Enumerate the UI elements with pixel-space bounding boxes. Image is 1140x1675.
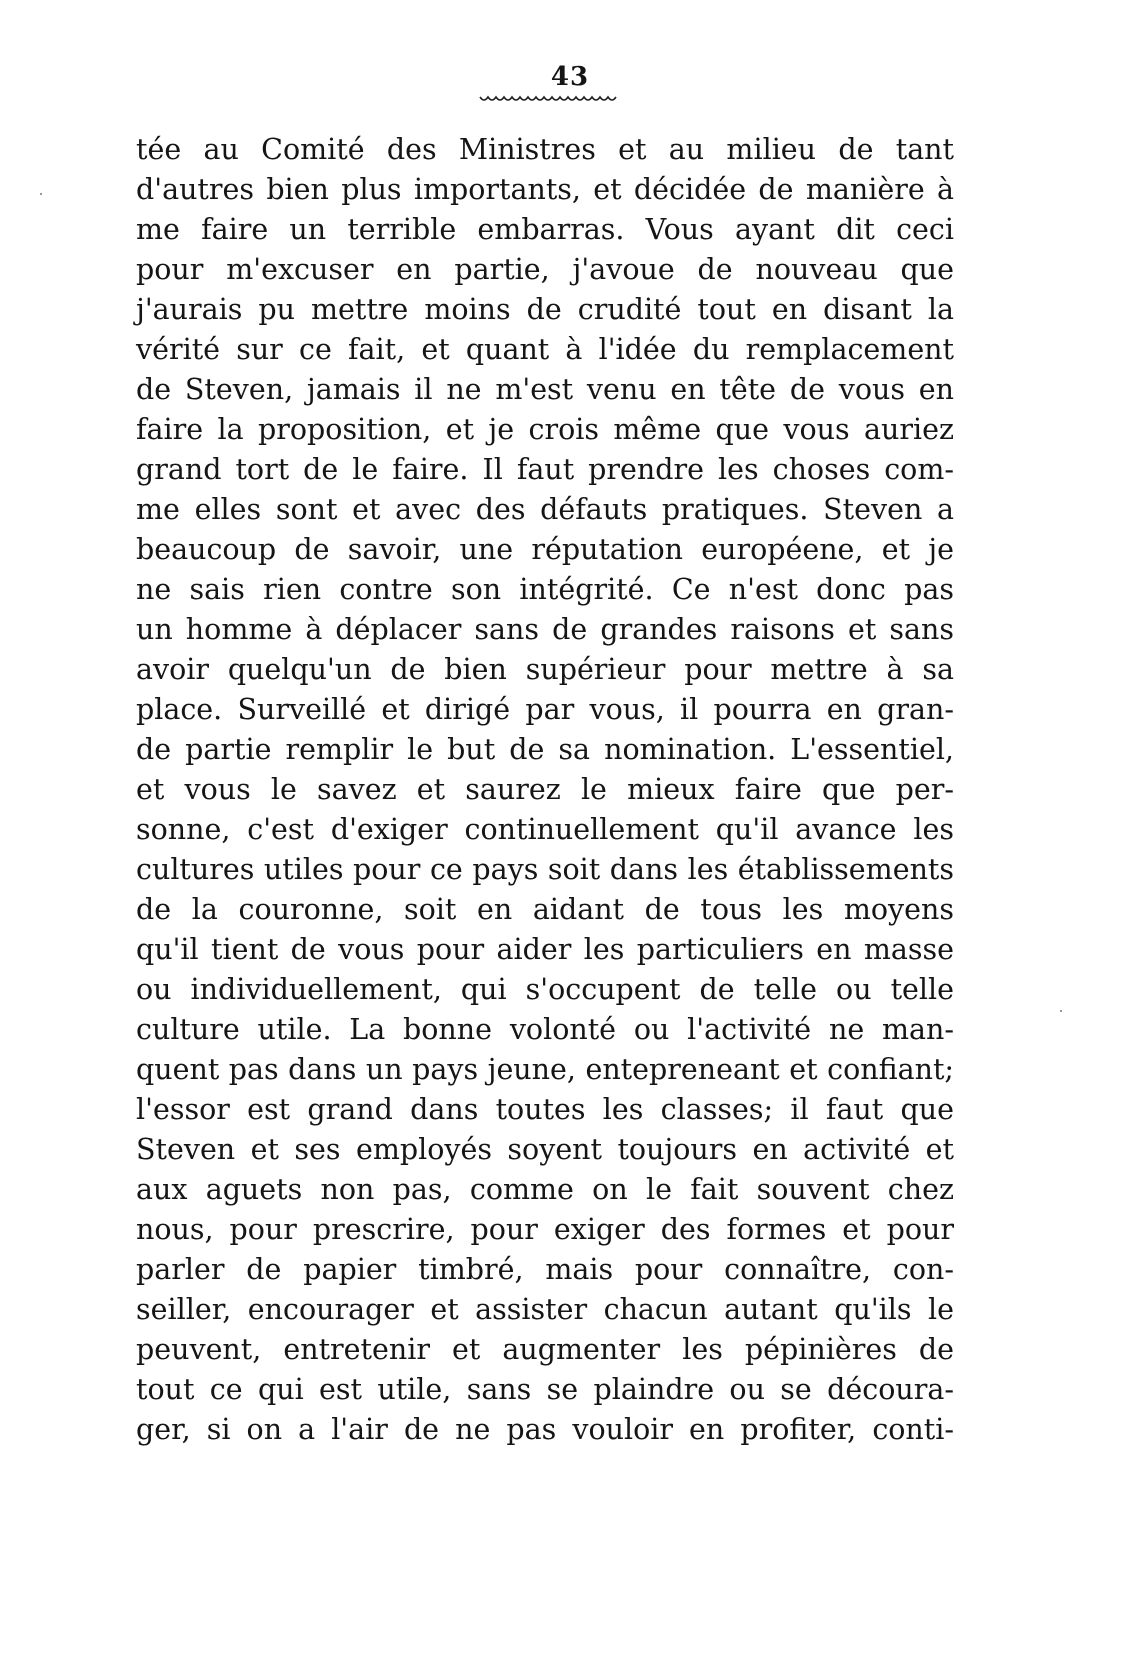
paper-speck [1060,1010,1062,1012]
text-line: Steven et ses employés soyent toujours en activité et [136,1133,954,1166]
text-line: place. Surveillé et dirigé par vous, il pourra en gran- [136,693,954,726]
text-line: culture utile. La bonne volonté ou l'activité ne man- [136,1013,954,1046]
text-line: peuvent, entretenir et augmenter les pépinières de [136,1333,954,1366]
text-line: de Steven, jamais il ne m'est venu en tête de vous en [136,373,954,406]
page-number: 43 [550,62,590,92]
text-line: quent pas dans un pays jeune, entepreneant et confiant; [136,1053,954,1086]
body-text [136,130,954,1450]
text-line: de partie remplir le but de sa nomination. L'essentiel, [136,733,954,766]
text-line: l'essor est grand dans toutes les classes; il faut que [136,1093,954,1126]
text-line: nous, pour prescrire, pour exiger des formes et pour [136,1213,954,1246]
wavy-rule-ornament [478,93,618,105]
text-line: ger, si on a l'air de ne pas vouloir en profiter, conti- [136,1413,954,1446]
text-line: et vous le savez et saurez le mieux faire que per- [136,773,954,806]
text-line: pour m'excuser en partie, j'avoue de nouveau que [136,253,954,286]
text-line: me elles sont et avec des défauts pratiques. Steven a [136,493,954,526]
text-line: faire la proposition, et je crois même que vous auriez [136,413,954,446]
text-line: avoir quelqu'un de bien supérieur pour mettre à sa [136,653,954,686]
text-line: j'aurais pu mettre moins de crudité tout en disant la [136,293,954,326]
text-line: beaucoup de savoir, une réputation européene, et je [136,533,954,566]
text-line: ne sais rien contre son intégrité. Ce n'est donc pas [136,573,954,606]
text-line: d'autres bien plus importants, et décidée de manière à [136,173,954,206]
text-line: sonne, c'est d'exiger continuellement qu'il avance les [136,813,954,846]
text-line: seiller, encourager et assister chacun autant qu'ils le [136,1293,954,1326]
text-line: tée au Comité des Ministres et au milieu de tant [136,133,954,166]
text-line: parler de papier timbré, mais pour connaître, con- [136,1253,954,1286]
text-line: un homme à déplacer sans de grandes raisons et sans [136,613,954,646]
text-line: qu'il tient de vous pour aider les particuliers en masse [136,933,954,966]
text-line: de la couronne, soit en aidant de tous les moyens [136,893,954,926]
text-line: grand tort de le faire. Il faut prendre les choses com- [136,453,954,486]
text-line: aux aguets non pas, comme on le fait souvent chez [136,1173,954,1206]
text-line: vérité sur ce fait, et quant à l'idée du remplacement [136,333,954,366]
text-line: cultures utiles pour ce pays soit dans les établissements [136,853,954,886]
text-line: ou individuellement, qui s'occupent de telle ou telle [136,973,954,1006]
text-line: me faire un terrible embarras. Vous ayant dit ceci [136,213,954,246]
text-line: tout ce qui est utile, sans se plaindre ou se découra- [136,1373,954,1406]
paper-speck [40,193,42,195]
